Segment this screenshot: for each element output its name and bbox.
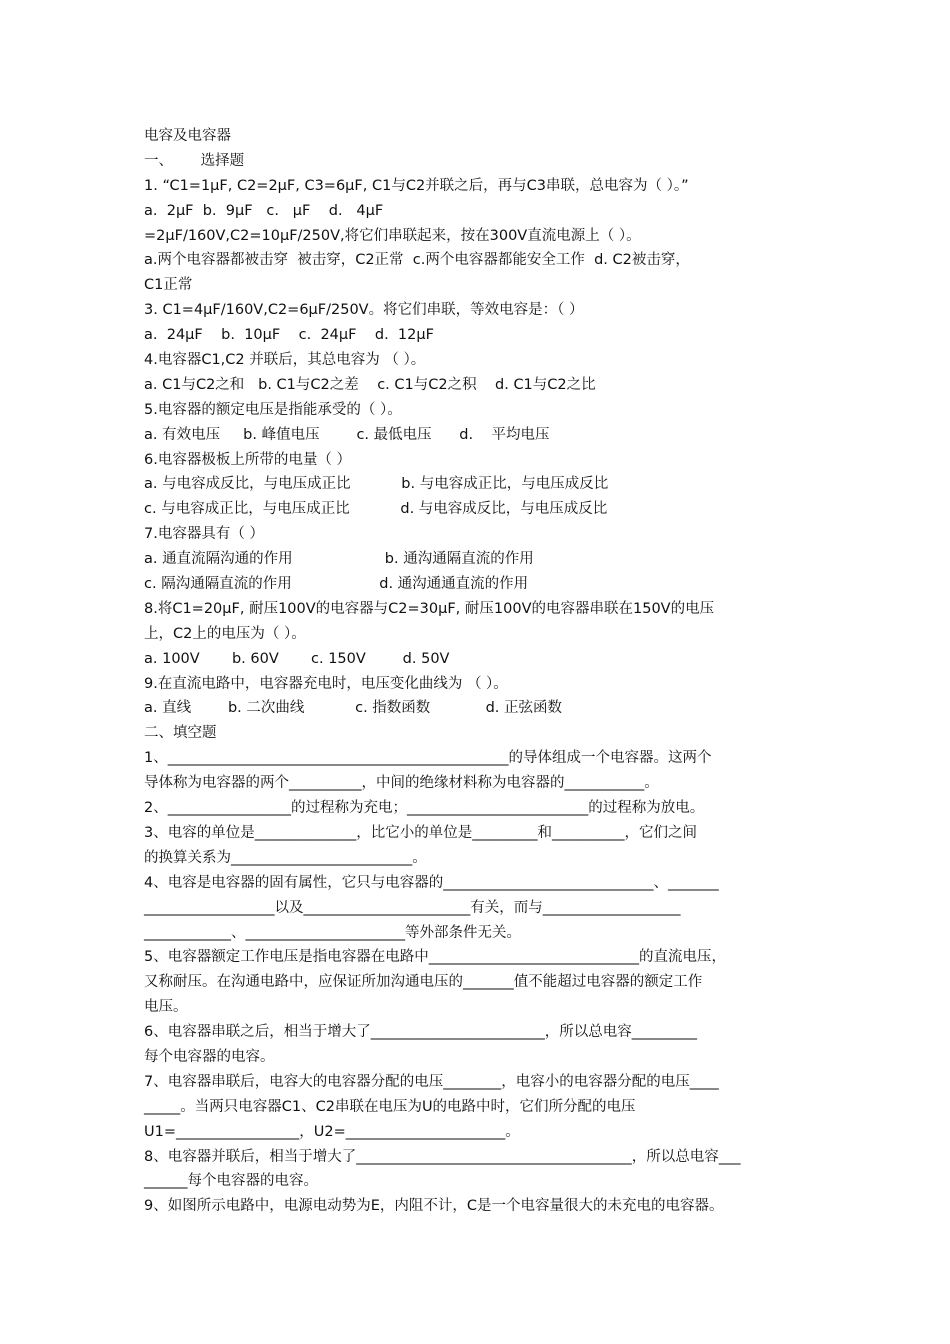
question-4: 4.电容器C1,C2 并联后，其总电容为 （ ）。 (144, 352, 426, 369)
question-6: 6.电容器极板上所带的电量（ ） (144, 451, 351, 468)
fill-question-6: 6、电容器串联之后，相当于增大了________________________，所以总电容_________ (144, 1024, 697, 1041)
question-7-options-cd: c. 隔沟通隔直流的作用 d. 通沟通通直流的作用 (144, 576, 529, 593)
question-9-options: a. 直线 b. 二次曲线 c. 指数函数 d. 正弦函数 (144, 700, 563, 717)
question-8-cont: 上，C2上的电压为（ ）。 (144, 625, 306, 642)
question-8: 8.将C1=20μF, 耐压100V的电容器与C2=30μF, 耐压100V的电容器串联在150V的电压 (144, 600, 715, 617)
fill-question-1: 1、_______________________________________________的导体组成一个电容器。这两个 (144, 750, 712, 767)
question-2: =2μF/160V,C2=10μF/250V,将它们串联起来，按在300V直流电源上（ ）。 (144, 227, 641, 244)
fill-question-2: 2、_________________的过程称为充电；_________________________的过程称为放电。 (144, 800, 705, 817)
fill-question-4-cont: __________________以及_______________________有关，而与___________________ (144, 899, 681, 916)
fill-question-7: 7、电容器串联后，电容大的电容器分配的电压________，电容小的电容器分配的电压____ (144, 1073, 719, 1090)
question-5: 5.电容器的额定电压是指能承受的（ ）。 (144, 401, 402, 418)
fill-question-6-cont: 每个电容器的电容。 (144, 1048, 275, 1065)
fill-question-4-cont-2: ____________、______________________等外部条件无关。 (144, 924, 521, 941)
fill-question-7-cont: _____。当两只电容器C1、C2串联在电压为U的电路中时，它们所分配的电压 (144, 1098, 636, 1115)
question-2-options-cont: C1正常 (144, 277, 193, 294)
fill-question-5-cont-2: 电压。 (144, 999, 188, 1016)
question-3: 3. C1=4μF/160V,C2=6μF/250V。将它们串联，等效电容是：（ ） (144, 302, 584, 319)
fill-question-8: 8、电容器并联后，相当于增大了______________________________________，所以总电容___ (144, 1148, 741, 1165)
question-1-options: a. 2μF b. 9μF c. μF d. 4μF (144, 202, 384, 219)
question-3-options: a. 24μF b. 10μF c. 24μF d. 12μF (144, 327, 434, 344)
question-2-options: a.两个电容器都被击穿 被击穿，C2正常 c.两个电容器都能安全工作 d. C2被击穿， (144, 252, 690, 269)
question-8-options: a. 100V b. 60V c. 150V d. 50V (144, 650, 450, 667)
question-6-options-cd: c. 与电容成正比，与电压成正比 d. 与电容成反比，与电压成反比 (144, 501, 608, 518)
question-9: 9.在直流电路中，电容器充电时，电压变化曲线为 （ ）。 (144, 675, 508, 692)
question-1: 1. “C1=1μF, C2=2μF, C3=6μF, C1与C2并联之后，再与C3串联，总电容为（ ）。” (144, 177, 689, 194)
fill-question-9: 9、如图所示电路中，电源电动势为E，内阻不计，C是一个电容量很大的未充电的电容器。 (144, 1198, 724, 1215)
fill-question-1-cont: 导体称为电容器的两个__________，中间的绝缘材料称为电容器的___________。 (144, 775, 659, 792)
document-page (144, 124, 824, 1219)
question-7: 7.电容器具有（ ） (144, 526, 264, 543)
section-heading-choice: 一、 选择题 (144, 152, 245, 169)
fill-question-3-cont: 的换算关系为_________________________。 (144, 849, 427, 866)
fill-question-3: 3、电容的单位是______________，比它小的单位是_________和__________，它们之间 (144, 824, 697, 841)
question-5-options: a. 有效电压 b. 峰值电压 c. 最低电压 d. 平均电压 (144, 426, 550, 443)
question-7-options-ab: a. 通直流隔沟通的作用 b. 通沟通隔直流的作用 (144, 551, 534, 568)
fill-question-5: 5、电容器额定工作电压是指电容器在电路中_____________________________的直流电压， (144, 949, 726, 966)
fill-question-5-cont: 又称耐压。在沟通电路中，应保证所加沟通电压的_______值不能超过电容器的额定工作 (144, 974, 703, 991)
section-heading-fill: 二、填空题 (144, 725, 217, 742)
fill-question-7-cont-2: U1=_________________，U2=______________________。 (144, 1123, 520, 1140)
fill-question-8-cont: ______每个电容器的电容。 (144, 1173, 318, 1190)
fill-question-4: 4、电容是电容器的固有属性，它只与电容器的_____________________________、_______ (144, 874, 719, 891)
question-4-options: a. C1与C2之和 b. C1与C2之差 c. C1与C2之积 d. C1与C2之比 (144, 376, 596, 393)
question-6-options-ab: a. 与电容成反比，与电压成正比 b. 与电容成正比，与电压成反比 (144, 476, 609, 493)
document-title: 电容及电容器 (144, 128, 231, 144)
